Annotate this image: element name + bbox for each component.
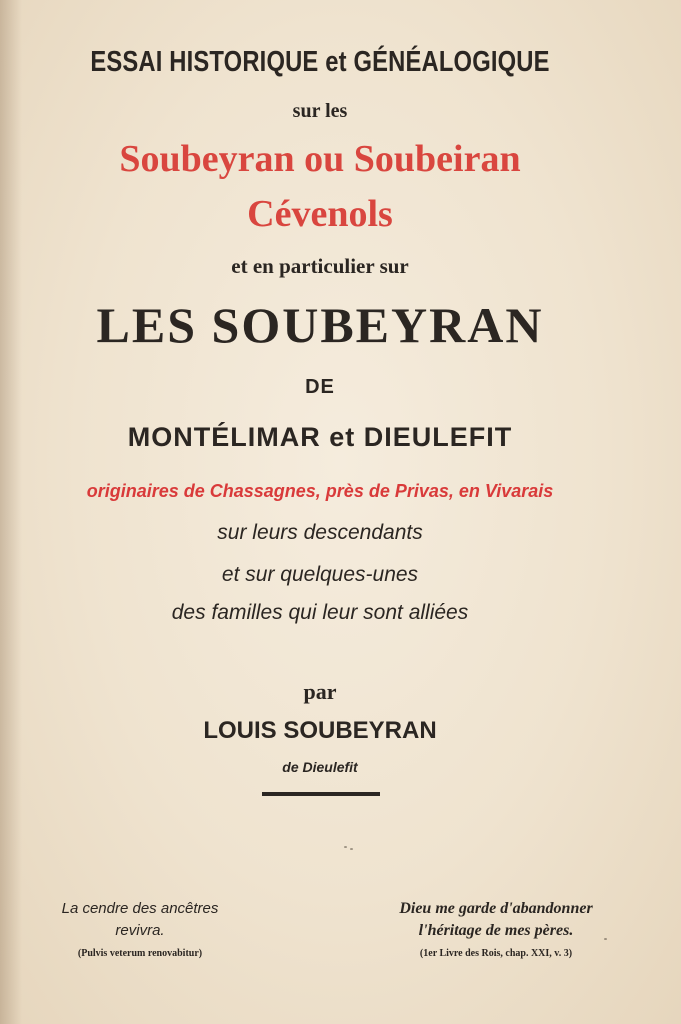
author-name: LOUIS SOUBEYRAN	[203, 717, 437, 744]
title-line-essai: ESSAI HISTORIQUE et GÉNÉALOGIQUE	[90, 46, 550, 78]
paper-speck	[350, 848, 353, 850]
title-line-descendants: sur leurs descendants	[217, 521, 423, 544]
title-line-cevenols-red: Cévenols	[247, 193, 393, 235]
epigraph-right-line2: l'héritage de mes pères.	[418, 922, 574, 939]
byline-par: par	[303, 679, 337, 704]
epigraph-right	[370, 898, 622, 959]
epigraph-right-reference: (1er Livre des Rois, chap. XXI, v. 3)	[419, 948, 573, 959]
title-line-soubeyran-red: Soubeyran ou Soubeiran	[119, 138, 521, 180]
paper-speck	[604, 938, 607, 940]
epigraph-left-line2: revivra.	[115, 922, 165, 939]
epigraph-left-line1: La cendre des ancêtres	[61, 900, 219, 917]
ornamental-rule	[262, 792, 380, 796]
epigraph-left-reference: (Pulvis veterum renovabitur)	[77, 948, 203, 959]
title-line-sur-les: sur les	[292, 100, 348, 122]
epigraph-left	[30, 898, 250, 959]
title-line-montelimar: MONTÉLIMAR et DIEULEFIT	[127, 422, 513, 452]
author-place: de Dieulefit	[282, 759, 358, 775]
paper-speck	[344, 846, 347, 848]
title-line-les-soubeyran: LES SOUBEYRAN	[96, 297, 544, 353]
title-line-familles: des familles qui leur sont alliées	[171, 601, 469, 624]
title-line-en-particulier: et en particulier sur	[231, 254, 409, 278]
title-line-originaires-red: originaires de Chassagnes, près de Privas, en Vivarais	[86, 481, 554, 501]
title-line-quelques-unes: et sur quelques-unes	[221, 563, 419, 586]
epigraph-right-line1: Dieu me garde d'abandonner	[399, 900, 593, 917]
title-line-de: DE	[305, 376, 335, 398]
